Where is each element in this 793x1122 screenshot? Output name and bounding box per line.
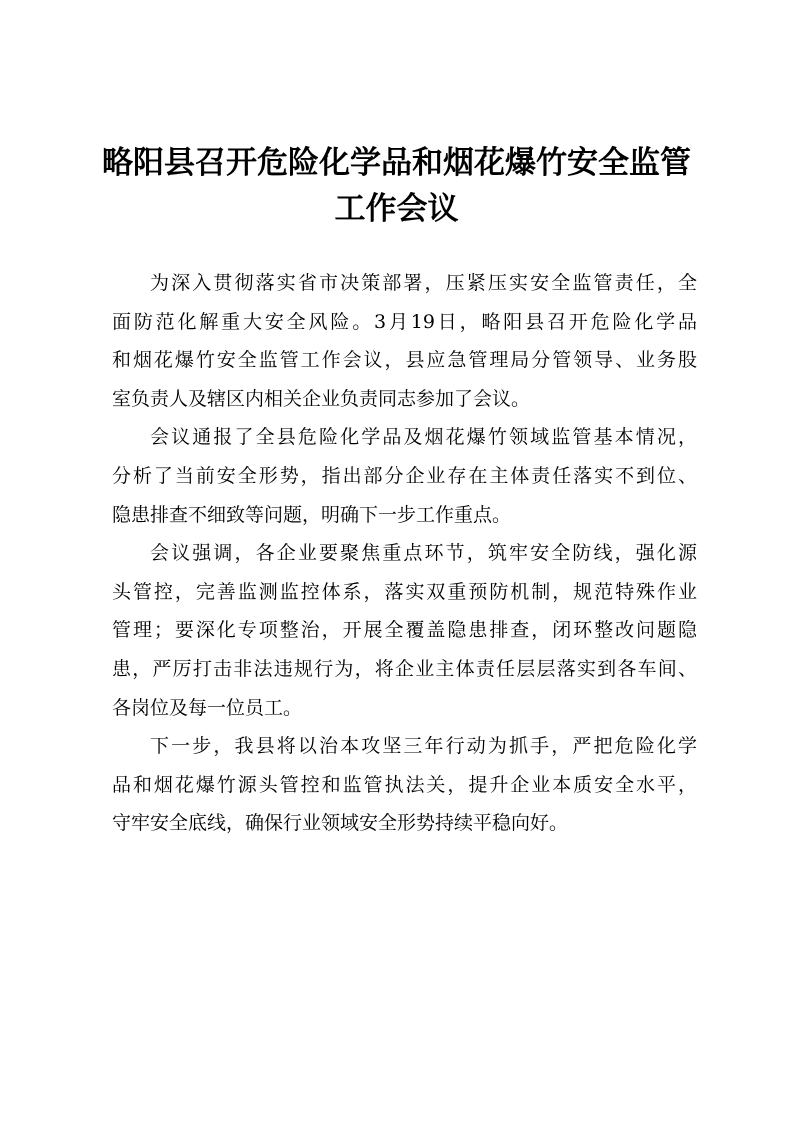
paragraph-line: 头管控，完善监测监控体系，落实双重预防机制，规范特殊作业 [112,580,697,603]
paragraph-2 [112,418,697,534]
paragraph-4 [112,727,697,843]
paragraph-line: 分析了当前安全形势，指出部分企业存在主体责任落实不到位、 [112,464,697,487]
paragraph-line: 会议通报了全县危险化学品及烟花爆竹领域监管基本情况， [150,426,697,449]
paragraph-line: 为深入贯彻落实省市决策部署，压紧压实安全监管责任，全 [150,272,697,294]
paragraph-line: 各岗位及每一位员工。 [112,696,303,719]
paragraph-3 [112,534,697,727]
paragraph-line: 会议强调，各企业要聚焦重点环节，筑牢安全防线，强化源 [150,542,697,565]
paragraph-line: 管理；要深化专项整治，开展全覆盖隐患排查，闭环整改问题隐 [112,619,697,642]
paragraph-line: 和烟花爆竹安全监管工作会议，县应急管理局分管领导、业务股 [112,349,697,372]
paragraph-line: 守牢安全底线，确保行业领域安全形势持续平稳向好。 [112,812,569,835]
document-body [112,264,697,843]
paragraph-line: 下一步，我县将以治本攻坚三年行动为抓手，严把危险化学 [150,735,697,758]
paragraph-line: 室负责人及辖区内相关企业负责同志参加了会议。 [112,387,531,410]
paragraph-line: 面防范化解重大安全风险。3月19日，略阳县召开危险化学品 [112,310,697,333]
document-title-line-2: 工作会议 [334,191,459,227]
paragraph-line: 隐患排查不细致等问题，明确下一步工作重点。 [112,503,512,526]
document-title-line-1: 略阳县召开危险化学品和烟花爆竹安全监管 [102,145,691,181]
paragraph-1 [112,264,697,418]
paragraph-line: 患，严厉打击非法违规行为，将企业主体责任层层落实到各车间、 [112,657,697,680]
paragraph-line: 品和烟花爆竹源头管控和监管执法关，提升企业本质安全水平， [112,773,697,796]
